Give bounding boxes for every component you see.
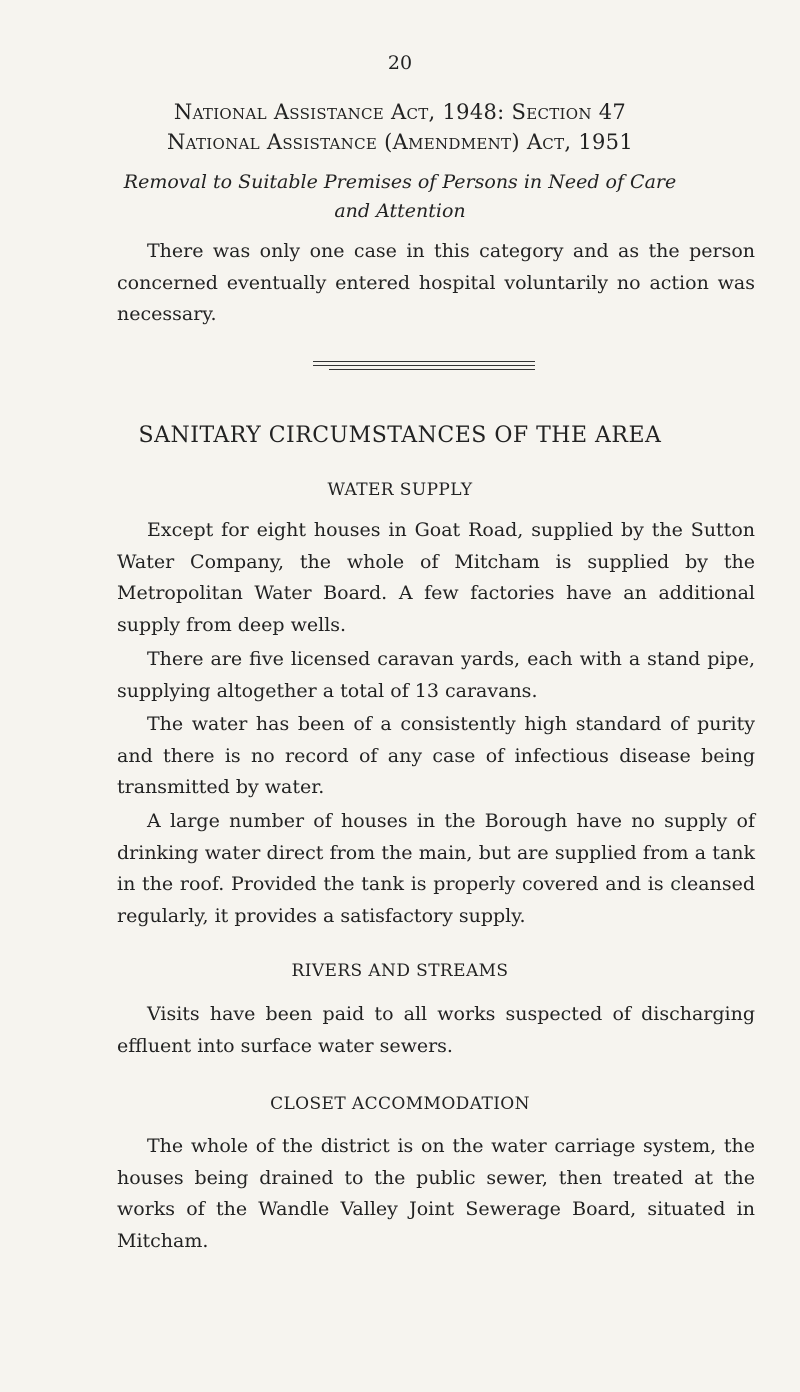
act-title-1948: National Assistance Act, 1948: Section 47 [173, 100, 627, 124]
water-supply-paragraph: Except for eight houses in Goat Road, supplied by the Sutton Water Company, the whole of Mitcham is supplied by the Metropolitan Water Board. A few factories have an additional supply from deep wells. [117, 519, 755, 636]
closet-heading: CLOSET ACCOMMODATION [270, 1094, 530, 1114]
intro-paragraph: There was only one case in this category and as the person concerned eventually entered hospital voluntarily no action was necessary. [117, 240, 755, 325]
divider-line [313, 365, 535, 366]
water-supply-heading: WATER SUPPLY [327, 480, 473, 500]
divider-line [329, 369, 535, 370]
water-supply-paragraph: The water has been of a consistently high standard of purity and there is no record of any case of infectious disease being transmitted by water. [117, 713, 755, 798]
section-divider [313, 361, 535, 373]
rivers-paragraph: Visits have been paid to all works suspected of discharging effluent into surface water sewers. [117, 1003, 755, 1057]
divider-line [313, 361, 535, 362]
closet-paragraph: The whole of the district is on the water carriage system, the houses being drained to the public sewer, then treated at the works of the Wandle Valley Joint Sewerage Board, situated in Mitcham. [117, 1135, 755, 1252]
page-number: 20 [387, 52, 413, 74]
act-title-1951: National Assistance (Amendment) Act, 1951 [167, 130, 633, 154]
water-supply-paragraph: A large number of houses in the Borough have no supply of drinking water direct from the main, but are supplied from a tank in the roof. Provided the tank is properly covered and is cleansed regularly, it provides a satisfactory supply. [117, 810, 755, 927]
water-supply-paragraph: There are five licensed caravan yards, each with a stand pipe, supplying altogether a total of 13 caravans. [117, 648, 755, 702]
rivers-heading: RIVERS AND STREAMS [291, 961, 509, 981]
section-subtitle: Removal to Suitable Premises of Persons in Need of Care and Attention [123, 171, 677, 222]
main-heading: SANITARY CIRCUMSTANCES OF THE AREA [138, 423, 662, 448]
